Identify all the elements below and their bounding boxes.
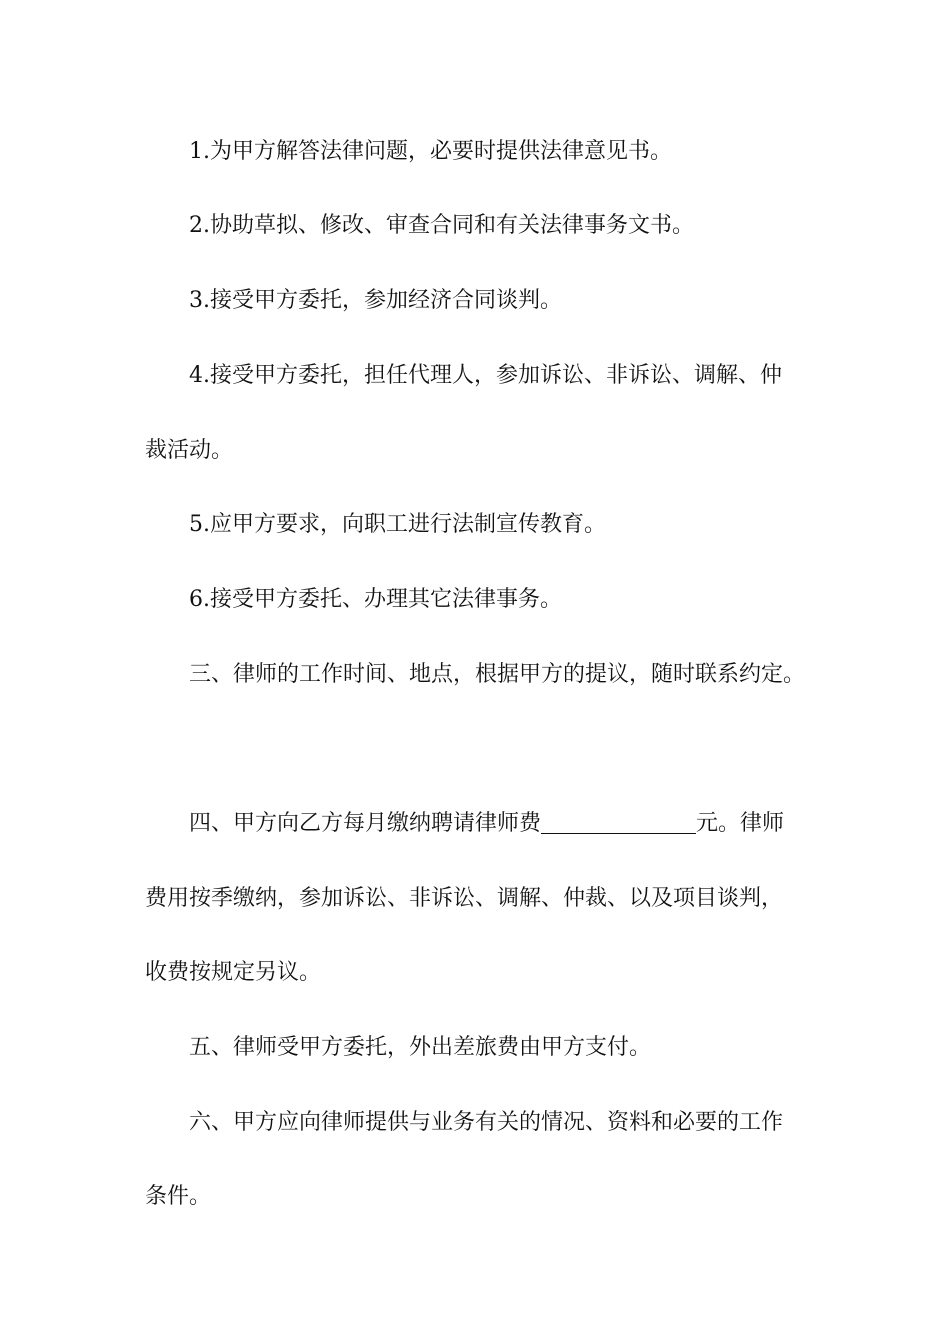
clause-3: 三、律师的工作时间、地点，根据甲方的提议，随时联系约定。 bbox=[189, 662, 806, 687]
clause-4-prefix: 四、甲方向乙方每月缴纳聘请律师费 bbox=[189, 811, 542, 836]
service-item-3: 3.接受甲方委托，参加经济合同谈判。 bbox=[189, 288, 562, 313]
clause-6-line-2: 条件。 bbox=[145, 1184, 212, 1209]
service-item-6: 6.接受甲方委托、办理其它法律事务。 bbox=[189, 587, 562, 612]
service-item-2: 2.协助草拟、修改、审查合同和有关法律事务文书。 bbox=[189, 213, 694, 238]
clause-4-line-1 bbox=[189, 809, 809, 839]
service-item-1: 1.为甲方解答法律问题，必要时提供法律意见书。 bbox=[189, 139, 672, 164]
clause-4-line-3: 收费按规定另议。 bbox=[145, 960, 322, 985]
service-item-5: 5.应甲方要求，向职工进行法制宣传教育。 bbox=[189, 512, 606, 537]
clause-5: 五、律师受甲方委托，外出差旅费由甲方支付。 bbox=[189, 1035, 652, 1060]
clause-4-line-2: 费用按季缴纳，参加诉讼、非诉讼、调解、仲裁、以及项目谈判， bbox=[145, 886, 784, 911]
fee-amount-blank bbox=[541, 811, 696, 834]
service-item-4-line-1: 4.接受甲方委托，担任代理人，参加诉讼、非诉讼、调解、仲 bbox=[189, 363, 782, 388]
clause-6-line-1: 六、甲方应向律师提供与业务有关的情况、资料和必要的工作 bbox=[189, 1110, 784, 1135]
service-item-4-line-2: 裁活动。 bbox=[145, 438, 234, 463]
clause-4-suffix: 元。律师 bbox=[696, 811, 785, 836]
